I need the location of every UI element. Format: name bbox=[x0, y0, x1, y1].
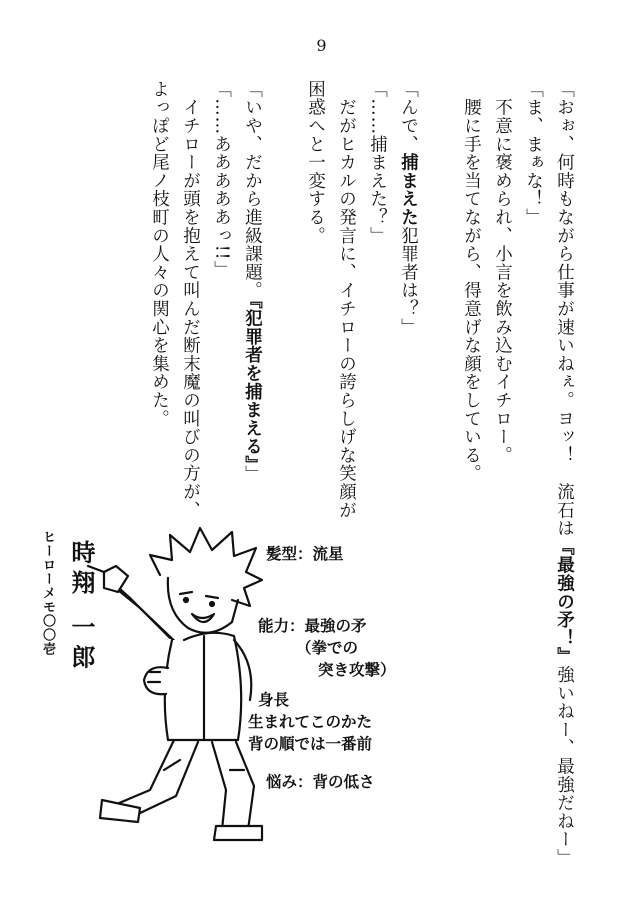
text-segment: 困惑へと一変する。 bbox=[305, 80, 326, 245]
profile-ability-detail-2: 突き攻撃） bbox=[318, 661, 396, 679]
profile-ability-detail: （拳での bbox=[296, 639, 359, 657]
text-segment: 「……捕まえた？」 bbox=[367, 80, 388, 245]
text-segment: 犯罪者は？」 bbox=[398, 226, 419, 337]
text-segment: 「……あああああっ!!」 bbox=[211, 80, 232, 279]
text-segment: イチローが頭を抱えて叫んだ断末魔の叫びの方が、 bbox=[180, 80, 201, 520]
emphasized-text: 捕まえた bbox=[398, 153, 419, 227]
text-segment: 腰に手を当てながら、得意げな顔をしている。 bbox=[461, 80, 482, 483]
text-segment: 」 bbox=[242, 465, 263, 484]
text-segment: 強いねー、最強だねー」 bbox=[554, 665, 575, 867]
profile-height-label: 身長 bbox=[258, 691, 290, 709]
text-segment: 「ま、まぁな！」 bbox=[523, 80, 544, 227]
text-segment: 「いや、だから進級課題。 bbox=[242, 80, 263, 300]
profile-height-line-2: 背の順では一番前 bbox=[248, 735, 373, 753]
profile-height-line-1: 生まれてこのかた bbox=[248, 713, 373, 731]
text-segment: 不意に褒められ、小言を飲み込むイチロー。 bbox=[492, 80, 513, 465]
profile-ability: 能力：最強の矛 bbox=[258, 617, 367, 635]
profile-character-name: 時翔 一郎 bbox=[67, 540, 95, 675]
profile-series-label: ヒーローメモ〇〇壱 bbox=[40, 530, 55, 656]
text-segment: だがヒカルの発言に、イチローの誇らしげな笑顔が bbox=[336, 80, 357, 520]
profile-worry: 悩み：背の低さ bbox=[266, 773, 375, 791]
text-segment: 「おぉ、何時もながら仕事が速いねぇ。ヨッ！ 流石は bbox=[554, 80, 575, 538]
text-segment: よっぽど尾ノ枝町の人々の関心を集めた。 bbox=[149, 80, 170, 428]
emphasized-text: 『犯罪者を捕まえる』 bbox=[242, 299, 263, 466]
text-segment: 「んで、 bbox=[398, 80, 419, 154]
page-number: 9 bbox=[316, 36, 327, 55]
emphasized-text: 『最強の矛！』 bbox=[554, 537, 575, 666]
profile-hair: 髪型：流星 bbox=[266, 545, 344, 563]
